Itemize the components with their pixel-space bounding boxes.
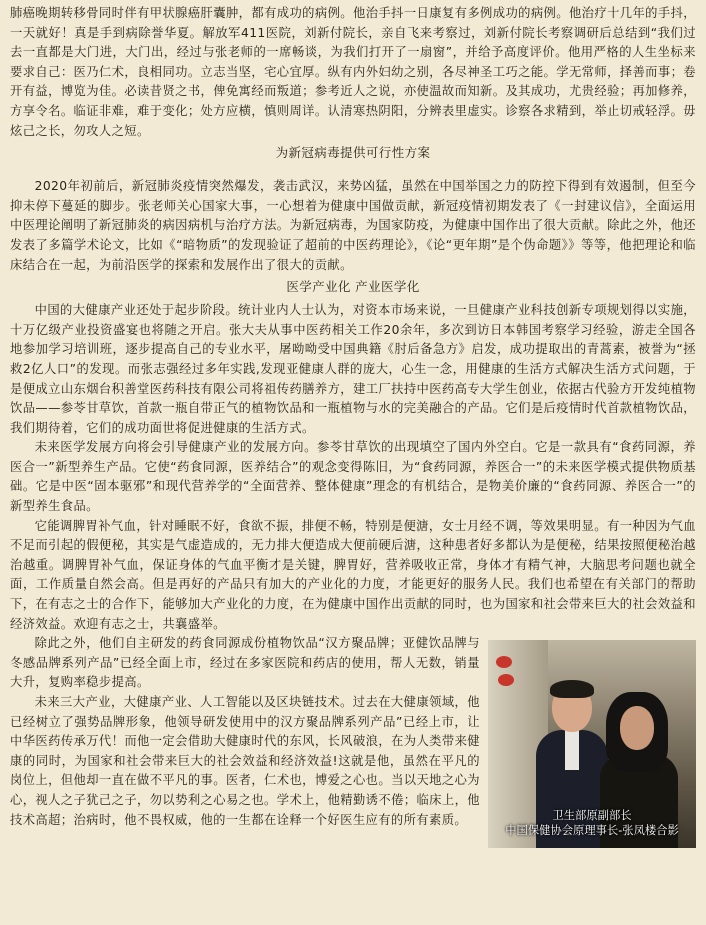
section-heading-covid: 为新冠病毒提供可行性方案: [275, 145, 431, 161]
function-paragraph: 它能调脾胃补气血，针对睡眠不好，食欲不振，排便不畅，特别是便溏，女士月经不调，等效果明显。有一种因为气血不足而引起的假便秘，其实是气虚造成的，无力排大便造成大便前硬后溏，这种患者好多都认为是便秘，结果按照便秘治越治越重。调脾胃补气血，保证身体的气血平衡才是关键，脾胃好，营养吸收正常，身体才有精气神，大脑思考问题也就全面，工作质量自然会高。但是再好的产品只有加大的产业化的力度，才能更好的服务人民。我们也希望在有关部门的帮助下，在有志之士的合作下，能够加大产业化的力度，在为健康中国作出贡献的同时，也为国家和社会带来巨大的社会效益和经济效益。欢迎有志之士，共襄盛举。: [10, 518, 696, 631]
photo-caption: [488, 808, 696, 838]
section-heading-industry: 医学产业化 产业医学化: [286, 279, 420, 295]
caption-line-2: 中国保健协会原理事长-张凤楼合影: [505, 824, 679, 838]
closing-paragraph: 未来三大产业，大健康产业、人工智能以及区块链技术。过去在大健康领域，他已经树立了强势品牌形象，他领导研发使用中的汉方聚品牌系列产品”已经上市，让中华医药传承万代！而他一定会借助大健康时代的东风，长风破浪，在为人类带来健康的同时，为国家和社会带来巨大的社会效益和经济效益!这就是他，虽然在平凡的岗位上，但他却一直在做不平凡的事。医者，仁术也，博爱之心也。当以天地之心为心，视人之子犹己之子，勿以势利之心易之也。学术上，他精勤诱不倦；临床上，他技术高超；治病时，他不畏权威，他的一生都在诠释一个好医生应有的所有素质。: [10, 695, 480, 827]
products-paragraph: 除此之外，他们自主研发的药食同源成份植物饮品“汉方聚品牌；亚健饮品牌与冬感品牌系列产品”已经全面上市，经过在多家医院和药店的使用，帮人无数，销量大升，复购率稳步提高。: [10, 636, 480, 690]
covid-paragraph: 2020年初前后，新冠肺炎疫情突然爆发，袭击武汉，来势凶猛，虽然在中国举国之力的防控下得到有效遏制，但至今抑未停下蔓延的脚步。张老师关心国家大事，一心想着为健康中国做贡献，新冠疫情初期发表了《一封建议信》，全面运用中医理论阐明了新冠肺炎的病因病机与治疗方法。为新冠病毒，为国家防疫，为健康中国作出了很大贡献。除此之外，他还发表了多篇学术论文，比如《“暗物质”的发现验证了超前的中医药理论》，《论“更年期”是个伪命题》》等等，他把理论和临床结合在一起，为前沿医学的探索和发展作出了很大的贡献。: [10, 179, 696, 272]
group-photo: [488, 640, 696, 848]
intro-paragraph: 肺癌晚期转移骨同时伴有甲状腺癌肝囊肿，都有成功的病例。他治手抖一日康复有多例成功的病例。他治疗十几年的手抖，一天就好！真是手到病除誉华夏。解放军411医院，刘新付院长，亲自飞来考察过，刘新付院长考察调研后总结到“我们过去一直都是大门进，大门出，经过与张老师的一席畅谈，为我们打开了一扇窗”，并给予高度评价。他用严格的人生坐标来要求自己：医乃仁术，良相同功。立志当坚，宅心宜厚。纵有内外妇幼之别，各尽神圣工巧之能。学无常师，择善而事；卷开有益，博览为佳。必读昔贤之书，俾免寓经而叛道；参考近人之说，亦使温故而知新。及其成功，尤贵经验；再加修养，方享令名。临证非难，难于变化；处方应横，慎则周详。认清寒热阴阳，分辨表里虚实。诊察各求精到，举止切戒轻浮。毋炫己之长，勿攻人之短。: [10, 6, 696, 138]
spacer: [10, 167, 696, 177]
future-paragraph: 未来医学发展方向将会引导健康产业的发展方向。参苓甘草饮的出现填空了国内外空白。它是一款具有“食药同源，养医合一”新型养生产品。它使“药食同源，医养结合”的观念变得陈旧，为“食药同源，养医合一”的未来医学模式提供物质基础。它是中医“固本驱邪”和现代营养学的“全面营养、整体健康”理念的有机结合，是物美价廉的“食药同源、养医合一”的新型养生食品。: [10, 440, 696, 514]
industry-paragraph: 中国的大健康产业还处于起步阶段。统计业内人士认为，对资本市场来说，一旦健康产业科技创新专项规划得以实施，十万亿级产业投资盛宴也将随之开启。张大夫从事中医药相关工作20余年，多次到访日本韩国考察学习经验，游走全国各地参加学习培训班，逐步提高自己的专业水平，屠呦呦受中国典籍《肘后备急方》启发，成功提取出的青蒿素，被誉为“拯救2亿人口”的发现。而张志强经过多年实践,发现亚健康人群的庞大，心生一念，用健康的生活方式解决生活方式问题，于是便成立山东烟台积善堂医药科技有限公司将祖传药膳养方，建工厂扶持中医药高专大学生创业，依据古代验方开发纯植物饮品——参苓甘草饮，首款一瓶自带正气的植物饮品和一瓶植物与水的完美融合的产品。它们是后疫情时代首款植物饮品，我们期待着，它们的成功面世将促进健康的生活方式。: [10, 303, 696, 435]
photo-wrap-area: [10, 634, 696, 838]
caption-line-1: 卫生部原副部长: [552, 809, 632, 823]
